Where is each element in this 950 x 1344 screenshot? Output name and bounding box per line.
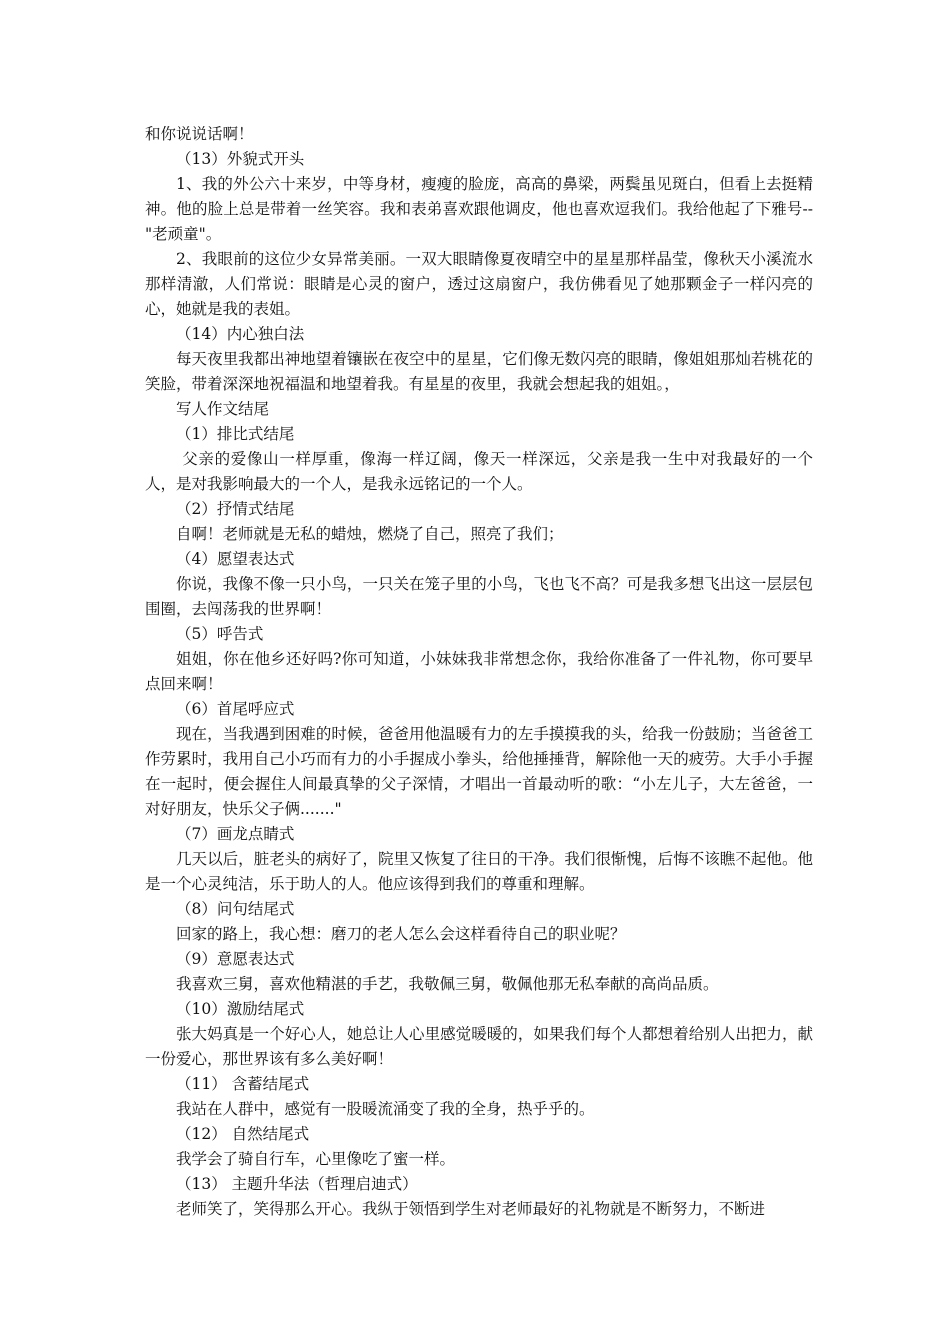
- paragraph-little-bird: 你说，我像不像一只小鸟，一只关在笼子里的小鸟，飞也飞不高？可是我多想飞出这一层层包围圈，去闯荡我的世界啊！: [145, 575, 813, 618]
- paragraph-father-love: 父亲的爱像山一样厚重，像海一样辽阔，像天一样深远，父亲是我一生中对我最好的一个人，是对我影响最大的一个人，是我永远铭记的一个人。: [145, 450, 813, 493]
- paragraph-sister-appeal: 姐姐，你在他乡还好吗?你可知道，小妹妹我非常想念你，我给你准备了一件礼物，你可要早点回来啊！: [145, 650, 813, 693]
- heading-appearance-opening: （13）外貌式开头: [176, 150, 305, 168]
- heading-intention-expression: （9）意愿表达式: [176, 950, 295, 968]
- paragraph-bicycle: 我学会了骑自行车，心里像吃了蜜一样。: [176, 1150, 456, 1168]
- paragraph-cousin-description: 2、我眼前的这位少女异常美丽。一双大眼睛像夏夜晴空中的星星那样晶莹，像秋天小溪流水那样清澈，人们常说：眼睛是心灵的窗户，透过这扇窗户，我仿佛看见了她那颗金子一样闪亮的心，她就是我的表姐。: [145, 250, 813, 318]
- paragraph-knife-grinder: 回家的路上，我心想：磨刀的老人怎么会这样看待自己的职业呢？: [176, 925, 626, 943]
- heading-appeal-style: （5）呼告式: [176, 625, 264, 643]
- document-page: [145, 122, 813, 1222]
- section-title-endings: 写人作文结尾: [176, 400, 270, 418]
- heading-finishing-touch: （7）画龙点睛式: [176, 825, 295, 843]
- heading-encouraging-ending: （10）激励结尾式: [176, 1000, 305, 1018]
- paragraph-aunt-zhang: 张大妈真是一个好心人，她总让人心里感觉暖暖的，如果我们每个人都想着给别人出把力，献一份爱心，那世界该有多么美好啊！: [145, 1025, 813, 1068]
- paragraph-grandpa-description: 1、我的外公六十来岁，中等身材，瘦瘦的脸庞，高高的鼻梁，两鬓虽见斑白，但看上去挺精神。他的脸上总是带着一丝笑容。我和表弟喜欢跟他调皮，他也喜欢逗我们。我给他起了下雅号--"老顽童"。: [145, 175, 813, 243]
- paragraph-stars-monologue: 每天夜里我都出神地望着镶嵌在夜空中的星星，它们像无数闪亮的眼睛，像姐姐那灿若桃花的笑脸，带着深深地祝福温和地望着我。有星星的夜里，我就会想起我的姐姐。，: [145, 350, 813, 393]
- paragraph-continuation: 和你说说话啊！: [145, 125, 254, 143]
- paragraph-third-uncle: 我喜欢三舅，喜欢他精湛的手艺，我敬佩三舅，敬佩他那无私奉献的高尚品质。: [176, 975, 719, 993]
- heading-inner-monologue: （14）内心独白法: [176, 325, 305, 343]
- heading-parallelism-ending: （1）排比式结尾: [176, 425, 295, 443]
- paragraph-teacher-smile: 老师笑了，笑得那么开心。我纵于领悟到学生对老师最好的礼物就是不断努力，不断进: [176, 1200, 766, 1218]
- heading-echo-ending: （6）首尾呼应式: [176, 700, 295, 718]
- heading-implicit-ending: （11） 含蓄结尾式: [176, 1075, 310, 1093]
- paragraph-teacher-candle: 自啊！老师就是无私的蜡烛，燃烧了自己，照亮了我们；: [176, 525, 564, 543]
- heading-question-ending: （8）问句结尾式: [176, 900, 295, 918]
- paragraph-father-son: 现在，当我遇到困难的时候，爸爸用他温暖有力的左手摸摸我的头，给我一份鼓励；当爸爸工作劳累时，我用自己小巧而有力的小手握成小拳头，给他捶捶背，解除他一天的疲劳。大手小手握在一起时，便会握住人间最真挚的父子深情，才唱出一首最动听的歌：“小左儿子，大左爸爸，一对好朋友，快乐父子俩.......": [145, 725, 813, 818]
- heading-natural-ending: （12） 自然结尾式: [176, 1125, 310, 1143]
- paragraph-warm-stream: 我站在人群中，感觉有一股暖流涌变了我的全身，热乎乎的。: [176, 1100, 595, 1118]
- heading-theme-elevation: （13） 主题升华法（哲理启迪式）: [176, 1175, 418, 1193]
- paragraph-old-man: 几天以后，脏老头的病好了，院里又恢复了往日的干净。我们很惭愧，后悔不该瞧不起他。他是一个心灵纯洁，乐于助人的人。他应该得到我们的尊重和理解。: [145, 850, 813, 893]
- heading-wish-expression: （4）愿望表达式: [176, 550, 295, 568]
- heading-lyrical-ending: （2）抒情式结尾: [176, 500, 295, 518]
